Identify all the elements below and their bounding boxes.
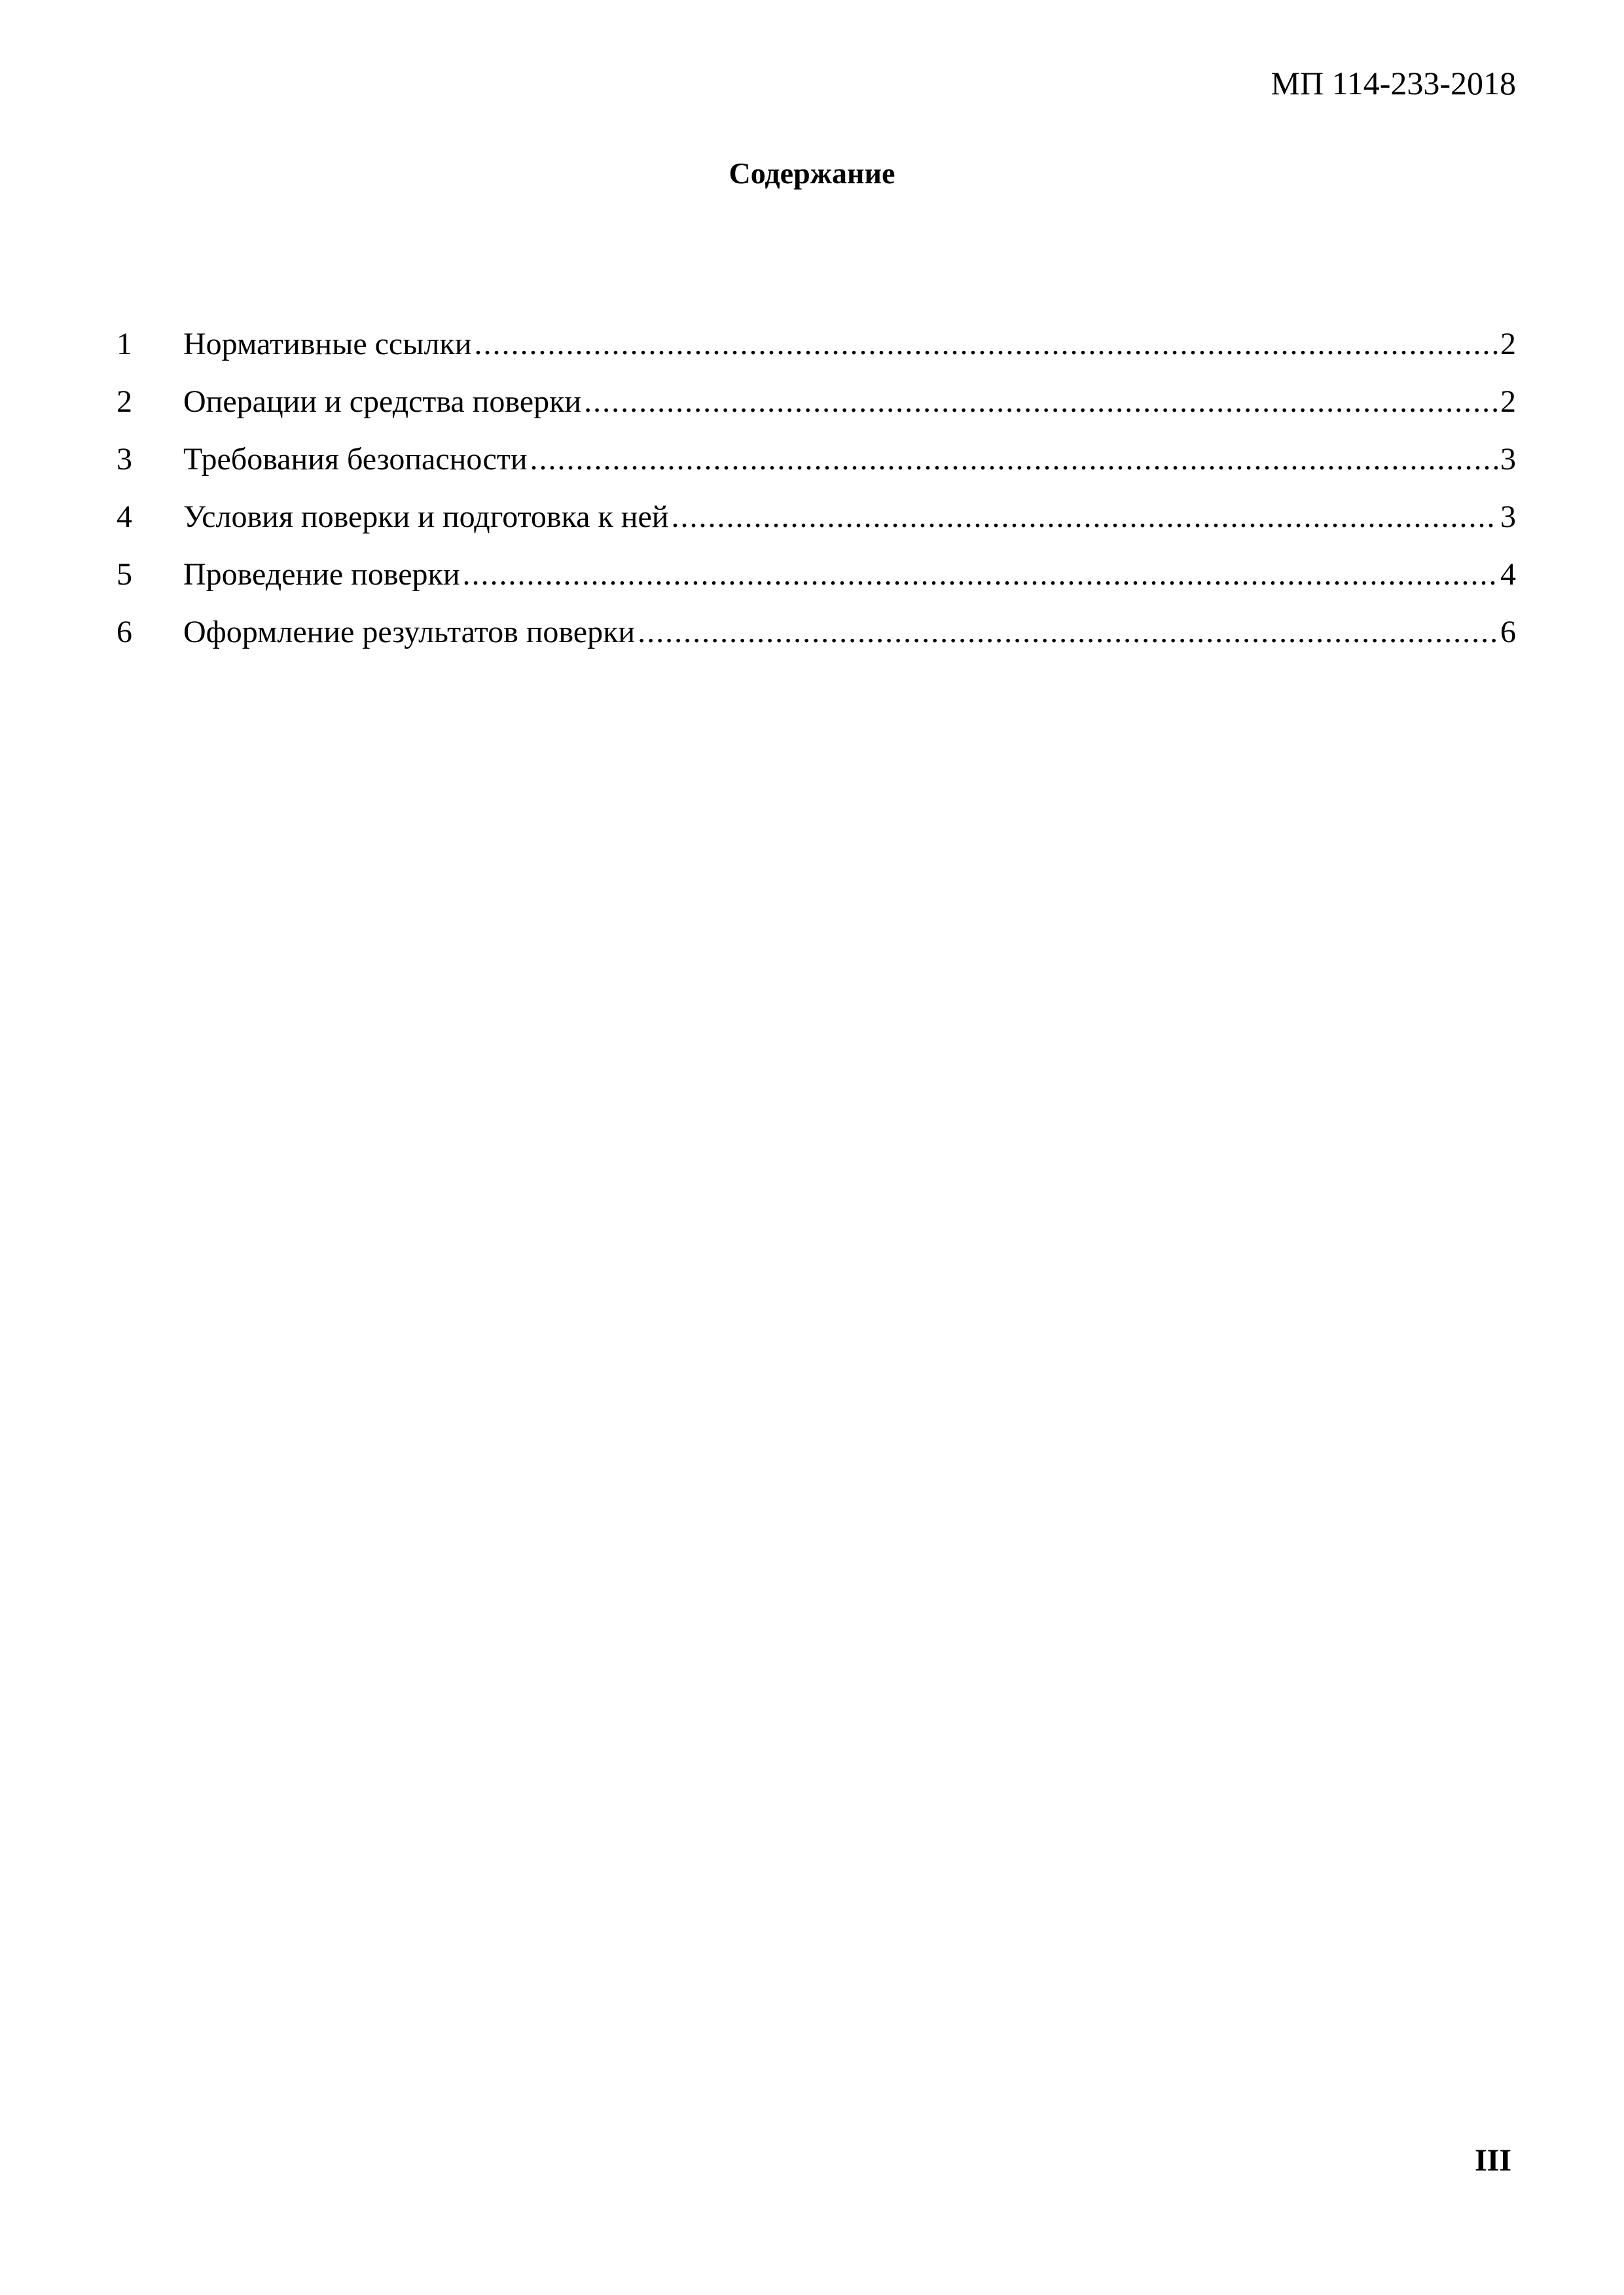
toc-entry-title: Проведение поверки [183,557,460,592]
toc-entry-number: 2 [117,384,132,419]
toc-entry-title: Нормативные ссылки [183,327,472,361]
toc-entry-title: Операции и средства поверки [183,384,582,419]
toc-entry-6[interactable] [117,615,1516,673]
toc-entry-page: 4 [1500,557,1516,592]
toc-entry-number: 1 [117,327,132,361]
toc-entry-number: 3 [117,442,132,477]
toc-entry-2[interactable] [117,385,1516,443]
toc-entry-page: 2 [1500,384,1516,419]
dot-leader [463,558,1498,592]
document-code: МП 114-233-2018 [1271,65,1516,101]
toc-entry-1[interactable] [117,327,1516,385]
toc-entry-4[interactable] [117,500,1516,558]
toc-entry-title: Условия поверки и подготовка к ней [183,499,669,534]
dot-leader [474,327,1498,362]
toc-entry-page: 3 [1500,499,1516,534]
dot-leader [584,385,1498,420]
toc-entry-number: 5 [117,557,132,592]
toc-title: Содержание [729,156,895,190]
toc-entry-title: Требования безопасности [183,442,528,477]
toc-entry-page: 6 [1500,615,1516,649]
table-of-contents [117,327,1516,673]
toc-entry-title: Оформление результатов поверки [183,615,636,649]
toc-entry-3[interactable] [117,443,1516,500]
toc-entry-page: 3 [1500,442,1516,477]
toc-entry-page: 2 [1500,327,1516,361]
toc-entry-5[interactable] [117,558,1516,615]
toc-entry-number: 6 [117,615,132,649]
page-number: III [1474,2143,1511,2178]
dot-leader [530,443,1498,477]
dot-leader [638,615,1498,650]
toc-entry-number: 4 [117,499,132,534]
dot-leader [671,500,1498,535]
